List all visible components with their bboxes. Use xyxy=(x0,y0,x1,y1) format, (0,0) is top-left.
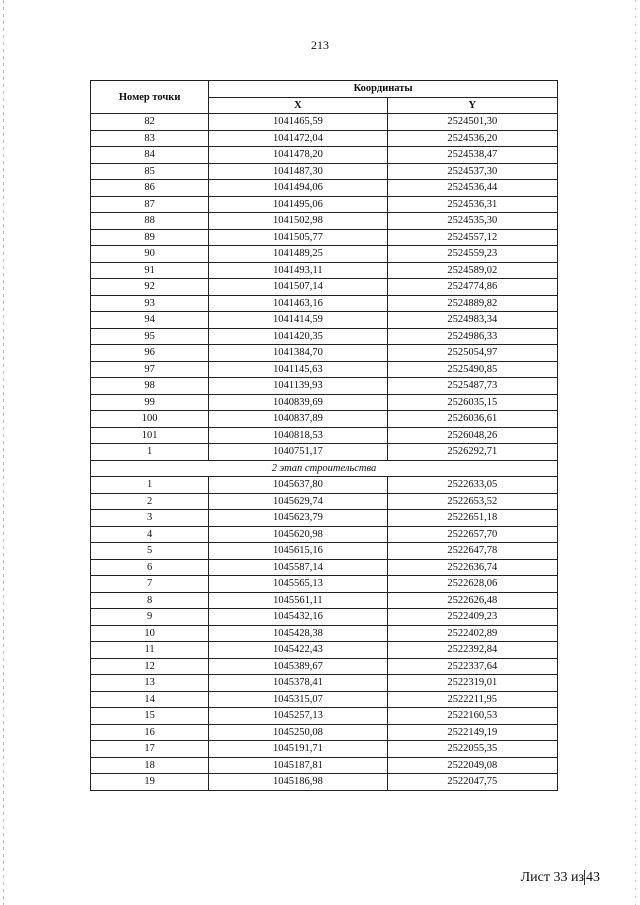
x-coordinate-cell: 1041478,20 xyxy=(209,147,387,164)
y-coordinate-cell: 2522319,01 xyxy=(387,675,557,692)
point-number-cell: 83 xyxy=(91,130,209,147)
point-number-cell: 87 xyxy=(91,196,209,213)
sheet-label: Лист 33 из xyxy=(520,870,584,885)
x-coordinate-cell: 1045378,41 xyxy=(209,675,387,692)
coordinates-table xyxy=(90,80,558,791)
x-coordinate-cell: 1040818,53 xyxy=(209,427,387,444)
table-row xyxy=(91,130,558,147)
table-row xyxy=(91,180,558,197)
point-number-cell: 12 xyxy=(91,658,209,675)
table-row xyxy=(91,213,558,230)
y-coordinate-cell: 2522636,74 xyxy=(387,559,557,576)
x-coordinate-cell: 1045623,79 xyxy=(209,510,387,527)
x-coordinate-cell: 1040837,89 xyxy=(209,411,387,428)
y-coordinate-cell: 2522651,18 xyxy=(387,510,557,527)
table-row xyxy=(91,295,558,312)
y-coordinate-cell: 2526292,71 xyxy=(387,444,557,461)
point-number-cell: 8 xyxy=(91,592,209,609)
x-coordinate-cell: 1041463,16 xyxy=(209,295,387,312)
point-number-cell: 94 xyxy=(91,312,209,329)
table-row xyxy=(91,592,558,609)
y-coordinate-cell: 2522049,08 xyxy=(387,757,557,774)
point-number-cell: 97 xyxy=(91,361,209,378)
x-coordinate-cell: 1045629,74 xyxy=(209,493,387,510)
y-coordinate-cell: 2522628,06 xyxy=(387,576,557,593)
sheet-footer xyxy=(521,870,600,886)
x-coordinate-cell: 1045637,80 xyxy=(209,477,387,494)
point-number-cell: 90 xyxy=(91,246,209,263)
x-coordinate-cell: 1041495,06 xyxy=(209,196,387,213)
table-row xyxy=(91,625,558,642)
sheet-total: 43 xyxy=(586,870,600,885)
section-title: 2 этап строительства xyxy=(91,460,558,477)
y-coordinate-cell: 2526035,15 xyxy=(387,394,557,411)
y-coordinate-cell: 2525490,85 xyxy=(387,361,557,378)
table-row xyxy=(91,757,558,774)
x-coordinate-cell: 1041139,93 xyxy=(209,378,387,395)
y-coordinate-cell: 2524501,30 xyxy=(387,114,557,131)
x-coordinate-cell: 1041487,30 xyxy=(209,163,387,180)
table-body-stage1 xyxy=(91,114,558,461)
x-coordinate-cell: 1041465,59 xyxy=(209,114,387,131)
table-row xyxy=(91,378,558,395)
x-coordinate-cell: 1045257,13 xyxy=(209,708,387,725)
y-coordinate-cell: 2524889,82 xyxy=(387,295,557,312)
page-number: 213 xyxy=(311,38,329,52)
y-coordinate-cell: 2522633,05 xyxy=(387,477,557,494)
table-row xyxy=(91,411,558,428)
scan-margin-left xyxy=(3,0,4,905)
point-number-cell: 82 xyxy=(91,114,209,131)
y-coordinate-cell: 2524536,31 xyxy=(387,196,557,213)
y-coordinate-cell: 2524559,23 xyxy=(387,246,557,263)
table-row xyxy=(91,642,558,659)
y-coordinate-cell: 2522626,48 xyxy=(387,592,557,609)
y-coordinate-cell: 2524538,47 xyxy=(387,147,557,164)
table-row xyxy=(91,345,558,362)
table-row xyxy=(91,774,558,791)
table-row xyxy=(91,609,558,626)
table-row xyxy=(91,427,558,444)
x-coordinate-cell: 1045186,98 xyxy=(209,774,387,791)
x-coordinate-cell: 1045615,16 xyxy=(209,543,387,560)
point-number-cell: 95 xyxy=(91,328,209,345)
y-coordinate-cell: 2522149,19 xyxy=(387,724,557,741)
table-row xyxy=(91,477,558,494)
table-row xyxy=(91,246,558,263)
table-row xyxy=(91,724,558,741)
x-coordinate-cell: 1045250,08 xyxy=(209,724,387,741)
x-coordinate-cell: 1041384,70 xyxy=(209,345,387,362)
y-coordinate-cell: 2524536,20 xyxy=(387,130,557,147)
x-coordinate-cell: 1041505,77 xyxy=(209,229,387,246)
point-number-cell: 1 xyxy=(91,477,209,494)
table-row xyxy=(91,262,558,279)
table-row xyxy=(91,147,558,164)
header-x: X xyxy=(209,97,387,114)
point-number-cell: 88 xyxy=(91,213,209,230)
point-number-cell: 92 xyxy=(91,279,209,296)
x-coordinate-cell: 1045191,71 xyxy=(209,741,387,758)
table-row xyxy=(91,576,558,593)
y-coordinate-cell: 2524536,44 xyxy=(387,180,557,197)
point-number-cell: 4 xyxy=(91,526,209,543)
y-coordinate-cell: 2524589,02 xyxy=(387,262,557,279)
x-coordinate-cell: 1045565,13 xyxy=(209,576,387,593)
point-number-cell: 85 xyxy=(91,163,209,180)
point-number-cell: 3 xyxy=(91,510,209,527)
point-number-cell: 10 xyxy=(91,625,209,642)
table-row xyxy=(91,691,558,708)
point-number-cell: 96 xyxy=(91,345,209,362)
table-row xyxy=(91,361,558,378)
table-body-stage2 xyxy=(91,477,558,791)
x-coordinate-cell: 1045389,67 xyxy=(209,658,387,675)
table-row xyxy=(91,229,558,246)
point-number-cell: 14 xyxy=(91,691,209,708)
point-number-cell: 16 xyxy=(91,724,209,741)
table-row xyxy=(91,196,558,213)
header-point-number: Номер точки xyxy=(91,81,209,114)
point-number-cell: 84 xyxy=(91,147,209,164)
y-coordinate-cell: 2522160,53 xyxy=(387,708,557,725)
y-coordinate-cell: 2522047,75 xyxy=(387,774,557,791)
table-row xyxy=(91,543,558,560)
x-coordinate-cell: 1041502,98 xyxy=(209,213,387,230)
point-number-cell: 6 xyxy=(91,559,209,576)
x-coordinate-cell: 1041420,35 xyxy=(209,328,387,345)
x-coordinate-cell: 1041414,59 xyxy=(209,312,387,329)
table-row xyxy=(91,279,558,296)
table-row xyxy=(91,328,558,345)
y-coordinate-cell: 2524986,33 xyxy=(387,328,557,345)
point-number-cell: 19 xyxy=(91,774,209,791)
x-coordinate-cell: 1041507,14 xyxy=(209,279,387,296)
y-coordinate-cell: 2526036,61 xyxy=(387,411,557,428)
point-number-cell: 11 xyxy=(91,642,209,659)
y-coordinate-cell: 2522392,84 xyxy=(387,642,557,659)
table-row xyxy=(91,559,558,576)
table-row xyxy=(91,708,558,725)
x-coordinate-cell: 1045428,38 xyxy=(209,625,387,642)
x-coordinate-cell: 1045432,16 xyxy=(209,609,387,626)
x-coordinate-cell: 1045422,43 xyxy=(209,642,387,659)
y-coordinate-cell: 2524537,30 xyxy=(387,163,557,180)
table-row xyxy=(91,510,558,527)
table-row xyxy=(91,114,558,131)
point-number-cell: 100 xyxy=(91,411,209,428)
y-coordinate-cell: 2522653,52 xyxy=(387,493,557,510)
x-coordinate-cell: 1040839,69 xyxy=(209,394,387,411)
x-coordinate-cell: 1041493,11 xyxy=(209,262,387,279)
header-coordinates: Координаты xyxy=(209,81,558,98)
scan-margin-right xyxy=(635,0,636,905)
y-coordinate-cell: 2522657,70 xyxy=(387,526,557,543)
point-number-cell: 5 xyxy=(91,543,209,560)
table-row xyxy=(91,741,558,758)
point-number-cell: 2 xyxy=(91,493,209,510)
x-coordinate-cell: 1041489,25 xyxy=(209,246,387,263)
point-number-cell: 17 xyxy=(91,741,209,758)
table-row xyxy=(91,658,558,675)
x-coordinate-cell: 1040751,17 xyxy=(209,444,387,461)
point-number-cell: 9 xyxy=(91,609,209,626)
y-coordinate-cell: 2524774,86 xyxy=(387,279,557,296)
section-row xyxy=(91,460,558,477)
point-number-cell: 13 xyxy=(91,675,209,692)
y-coordinate-cell: 2525054,97 xyxy=(387,345,557,362)
y-coordinate-cell: 2525487,73 xyxy=(387,378,557,395)
point-number-cell: 18 xyxy=(91,757,209,774)
x-coordinate-cell: 1045561,11 xyxy=(209,592,387,609)
point-number-cell: 86 xyxy=(91,180,209,197)
point-number-cell: 98 xyxy=(91,378,209,395)
point-number-cell: 99 xyxy=(91,394,209,411)
y-coordinate-cell: 2524535,30 xyxy=(387,213,557,230)
y-coordinate-cell: 2526048,26 xyxy=(387,427,557,444)
point-number-cell: 91 xyxy=(91,262,209,279)
y-coordinate-cell: 2522409,23 xyxy=(387,609,557,626)
table-row xyxy=(91,526,558,543)
y-coordinate-cell: 2522211,95 xyxy=(387,691,557,708)
point-number-cell: 93 xyxy=(91,295,209,312)
point-number-cell: 89 xyxy=(91,229,209,246)
table-row xyxy=(91,163,558,180)
x-coordinate-cell: 1045187,81 xyxy=(209,757,387,774)
table-row xyxy=(91,312,558,329)
point-number-cell: 1 xyxy=(91,444,209,461)
y-coordinate-cell: 2522647,78 xyxy=(387,543,557,560)
point-number-cell: 7 xyxy=(91,576,209,593)
point-number-cell: 101 xyxy=(91,427,209,444)
x-coordinate-cell: 1041494,06 xyxy=(209,180,387,197)
y-coordinate-cell: 2522337,64 xyxy=(387,658,557,675)
y-coordinate-cell: 2522055,35 xyxy=(387,741,557,758)
x-coordinate-cell: 1045620,98 xyxy=(209,526,387,543)
table-row xyxy=(91,444,558,461)
table-row xyxy=(91,675,558,692)
y-coordinate-cell: 2524557,12 xyxy=(387,229,557,246)
y-coordinate-cell: 2524983,34 xyxy=(387,312,557,329)
x-coordinate-cell: 1041472,04 xyxy=(209,130,387,147)
x-coordinate-cell: 1041145,63 xyxy=(209,361,387,378)
x-coordinate-cell: 1045587,14 xyxy=(209,559,387,576)
table-row xyxy=(91,394,558,411)
point-number-cell: 15 xyxy=(91,708,209,725)
x-coordinate-cell: 1045315,07 xyxy=(209,691,387,708)
y-coordinate-cell: 2522402,89 xyxy=(387,625,557,642)
header-y: Y xyxy=(387,97,557,114)
table-row xyxy=(91,493,558,510)
